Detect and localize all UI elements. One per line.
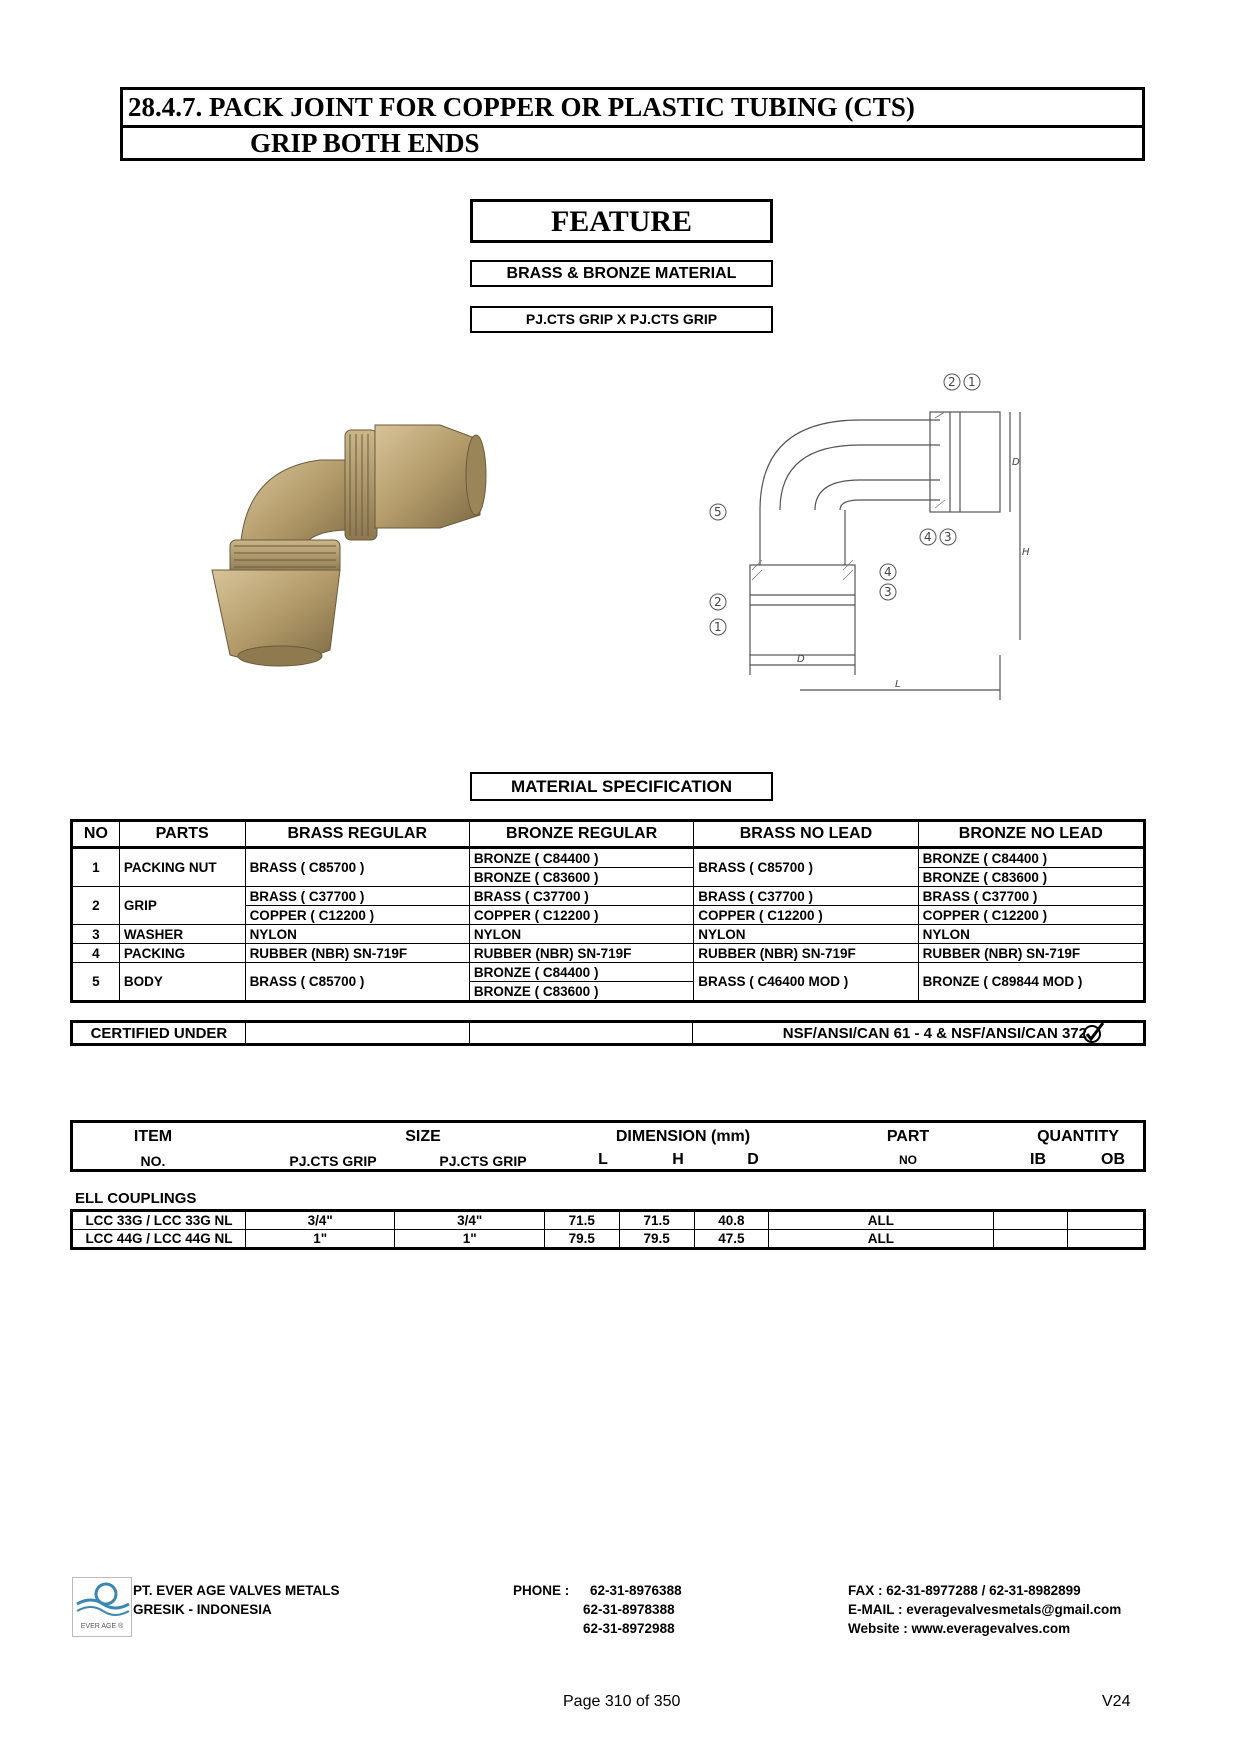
dim-label-l: L — [895, 679, 901, 690]
checkmark-icon — [1081, 1021, 1105, 1045]
table-row: LCC 33G / LCC 33G NL 3/4" 3/4" 71.5 71.5 40.8 ALL — [72, 1211, 1145, 1230]
dimension-table — [70, 1209, 1146, 1250]
header-bronze-no-lead: BRONZE NO LEAD — [918, 821, 1144, 848]
callout-2: 2 — [948, 375, 956, 389]
version-label: V24 — [1102, 1693, 1131, 1710]
table-row: 2 GRIP BRASS ( C37700 ) BRASS ( C37700 ) BRASS ( C37700 ) BRASS ( C37700 ) — [72, 887, 1145, 906]
header-part-no: NO — [899, 1153, 917, 1167]
connection-label: PJ.CTS GRIP X PJ.CTS GRIP — [470, 306, 773, 333]
phone-3: 62-31-8972988 — [583, 1621, 675, 1636]
wave-logo-icon — [73, 1578, 131, 1618]
material-spec-table — [70, 819, 1146, 1003]
logo-text: EVER AGE ® — [80, 1623, 124, 1630]
company-location: GRESIK - INDONESIA — [133, 1602, 272, 1617]
phone-label: PHONE : — [513, 1583, 570, 1598]
table-row: 5 BODY BRASS ( C85700 ) BRONZE ( C84400 ) BRASS ( C46400 MOD ) BRONZE ( C89844 MOD ) — [72, 963, 1145, 982]
page-number: Page 310 of 350 — [563, 1693, 681, 1710]
header-h: H — [672, 1151, 684, 1168]
header-size-b: PJ.CTS GRIP — [439, 1153, 527, 1169]
page-title: 28.4.7. PACK JOINT FOR COPPER OR PLASTIC TUBING (CTS) — [128, 92, 915, 122]
table-header-row — [72, 821, 1145, 848]
dim-label-d-bottom: D — [797, 654, 805, 665]
header-size-a: PJ.CTS GRIP — [289, 1153, 377, 1169]
phone-1: 62-31-8976388 — [590, 1583, 682, 1598]
header-bronze-regular: BRONZE REGULAR — [469, 821, 693, 848]
callout-4b: 4 — [884, 565, 892, 579]
table-row: 1 PACKING NUT BRASS ( C85700 ) BRONZE ( C84400 ) BRASS ( C85700 ) BRONZE ( C84400 ) — [72, 848, 1145, 868]
certified-value: NSF/ANSI/CAN 61 - 4 & NSF/ANSI/CAN 372 — [782, 1024, 1087, 1042]
certification-table — [70, 1020, 1146, 1046]
page-subtitle: GRIP BOTH ENDS — [250, 128, 480, 158]
certified-label: CERTIFIED UNDER — [72, 1022, 246, 1045]
header-l: L — [598, 1151, 608, 1168]
callout-1: 1 — [968, 375, 976, 389]
callout-3b: 3 — [884, 585, 892, 599]
technical-drawing — [700, 370, 1030, 710]
header-brass-no-lead: BRASS NO LEAD — [694, 821, 918, 848]
header-item: ITEM — [133, 1128, 173, 1145]
callout-2b: 2 — [714, 595, 722, 609]
header-quantity: QUANTITY — [1037, 1128, 1119, 1145]
company-name: PT. EVER AGE VALVES METALS — [133, 1583, 340, 1598]
header-ib: IB — [1030, 1151, 1046, 1168]
email: E-MAIL : everagevalvesmetals@gmail.com — [848, 1602, 1122, 1617]
callout-3: 3 — [944, 530, 952, 544]
table-row: BRONZE ( C83600 ) BRONZE ( C83600 ) — [72, 868, 1145, 887]
callout-5: 5 — [714, 505, 722, 519]
table-row: COPPER ( C12200 ) COPPER ( C12200 ) COPPER ( C12200 ) COPPER ( C12200 ) — [72, 906, 1145, 925]
product-photo — [200, 420, 500, 700]
feature-heading: FEATURE — [470, 199, 773, 243]
header-brass-regular: BRASS REGULAR — [245, 821, 469, 848]
header-no: NO — [72, 821, 120, 848]
dim-label-d-top: D — [1012, 457, 1020, 468]
group-label: ELL COUPLINGS — [75, 1190, 197, 1207]
phone-2: 62-31-8978388 — [583, 1602, 675, 1617]
header-size: SIZE — [405, 1128, 441, 1145]
table-row: BRONZE ( C83600 ) — [72, 982, 1145, 1002]
website: Website : www.everagevalves.com — [848, 1621, 1071, 1636]
callout-1b: 1 — [714, 620, 722, 634]
header-parts: PARTS — [119, 821, 245, 848]
company-logo — [72, 1577, 132, 1637]
header-item-no: NO. — [140, 1153, 166, 1169]
dimension-header — [70, 1120, 1146, 1172]
callout-4: 4 — [924, 530, 932, 544]
fax: FAX : 62-31-8977288 / 62-31-8982899 — [848, 1583, 1081, 1598]
header-dimension: DIMENSION (mm) — [615, 1128, 751, 1145]
header-part: PART — [886, 1128, 930, 1145]
dim-label-h: H — [1022, 547, 1030, 558]
table-row: LCC 44G / LCC 44G NL 1" 1" 79.5 79.5 47.5 ALL — [72, 1230, 1145, 1249]
table-row: 3 WASHER NYLON NYLON NYLON NYLON — [72, 925, 1145, 944]
header-ob: OB — [1101, 1151, 1125, 1168]
material-label: BRASS & BRONZE MATERIAL — [470, 260, 773, 287]
header-d: D — [747, 1151, 759, 1168]
table-row: 4 PACKING RUBBER (NBR) SN-719F RUBBER (NBR) SN-719F RUBBER (NBR) SN-719F RUBBER (NBR) SN-719F — [72, 944, 1145, 963]
material-spec-heading: MATERIAL SPECIFICATION — [470, 772, 773, 801]
